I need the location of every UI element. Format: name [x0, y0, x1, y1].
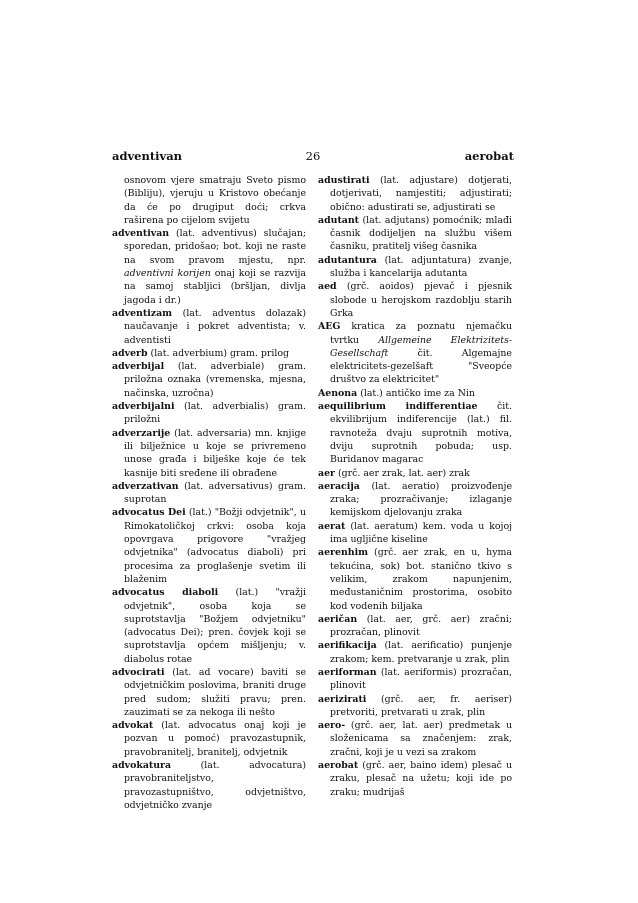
dictionary-entry — [112, 427, 306, 480]
dictionary-entry — [112, 307, 306, 347]
dictionary-entry — [318, 320, 512, 386]
headword: advokat — [112, 720, 154, 732]
dictionary-entry — [112, 347, 306, 360]
dictionary-entry — [318, 214, 512, 254]
headword: adverbijal — [112, 361, 165, 373]
definition: osnovom vjere smatraju Sveto pismo (Bibliju), vjeruju u Kristovo obećanje da će po drugiput doći; crkva raširena po cijelom svijetu — [124, 175, 306, 226]
headword: Aenona — [318, 387, 358, 399]
headword: aeričan — [318, 613, 358, 625]
dictionary-entry — [318, 666, 512, 693]
headword: advocatus diaboli — [112, 587, 219, 599]
dictionary-entry — [112, 480, 306, 507]
definition: (lat. advocatura) pravobraniteljstvo, pravozastupništvo, odvjetništvo, odvjetničko zvanje — [124, 760, 306, 811]
headword: aer — [318, 467, 335, 479]
definition: (lat. adjutans) pomoćnik; mlađi časnik dodijeljen na službu višem časniku, pratitelj višeg časnika — [330, 214, 512, 253]
headword: aerat — [318, 520, 346, 532]
definition: (grč. aer zrak, lat. aer) zrak — [337, 467, 470, 479]
headword: adustirati — [318, 175, 370, 186]
definition: (lat. adverbiale) gram. priložna oznaka (vremenska, mjesna, načinska, uzročna) — [124, 361, 307, 399]
definition: (lat.) antičko ime za Nin — [360, 387, 475, 399]
page-number: 26 — [305, 149, 321, 163]
header-first-entry: adventivan — [112, 149, 183, 163]
dictionary-entry — [112, 360, 306, 400]
definition-continued: čit. Algemajne elektricitets-gezelšaft "Sveopće društvo za elektricitet" — [330, 347, 512, 386]
dictionary-entry — [318, 467, 512, 480]
dictionary-entry — [318, 254, 512, 281]
right-column — [318, 174, 512, 799]
definition: (lat. aeratio) proizvođenje zraka; prozračivanje; izlaganje kemijskom djelovanju zraka — [330, 480, 513, 519]
headword: aerobat — [318, 760, 359, 772]
header-last-entry: aerobat — [464, 149, 514, 163]
headword: aequilibrium indifferentiae — [318, 401, 478, 413]
dictionary-entry — [112, 506, 306, 586]
dictionary-entry — [112, 400, 306, 427]
dictionary-entry — [318, 759, 512, 799]
dictionary-entry — [318, 387, 512, 400]
dictionary-entry — [318, 546, 512, 612]
dictionary-entry — [112, 719, 306, 759]
headword: adverbijalni — [112, 401, 175, 413]
definition-continued: onaj koji se razvija na samoj stabljici (bršljan, divlja jagoda i dr.) — [124, 268, 306, 306]
definition: (grč. aer zrak, en u, hyma tekućina, sok) bot. stanično tkivo s velikim, zrakom napunjenim, međustaničnim prostorima, osobito kod vodenih biljaka — [330, 547, 512, 612]
headword: AEG — [318, 321, 341, 333]
definition: kratica za poznatu njemačku tvrtku — [330, 321, 512, 346]
left-column — [112, 174, 306, 812]
headword: adutantura — [318, 254, 377, 266]
headword: adutant — [318, 214, 359, 226]
dictionary-entry — [318, 400, 512, 466]
dictionary-entry — [318, 639, 512, 666]
definition: čit. ekvilibrijum indiferencije (lat.) fil. ravnoteža dvaju suprotnih motiva, dviju suprotnih pobuda; usp. Buridanov magarac — [330, 401, 512, 466]
dictionary-entry — [318, 520, 512, 547]
headword: aero- — [318, 720, 346, 732]
definition: (lat. adventus dolazak) naučavanje i pokret adventista; v. adventisti — [124, 307, 306, 346]
definition: (lat. adverbialis) gram. priložni — [124, 401, 306, 426]
headword: aed — [318, 281, 337, 293]
headword: adventizam — [112, 307, 173, 319]
definition: (lat. aer, grč. aer) zračni; prozračan, plinovit — [330, 613, 512, 639]
definition: (lat. adventivus) slučajan; sporedan, pridošao; bot. koji ne raste na svom pravom mjestu, npr. — [124, 228, 307, 266]
definition: (lat. adjuntatura) zvanje, služba i kancelarija adutanta — [330, 254, 513, 280]
definition: (grč. aoidos) pjevač i pjesnik slobode u herojskom razdoblju starih Grka — [330, 281, 512, 319]
definition: (lat.) "vražji odvjetnik", osoba koja se suprotstavlja "Božjem odvjetniku" (advocatus Dei); pren. čovjek koji se suprotstavlja općem mišljenju; v. diabolus rotae — [124, 587, 306, 665]
definition: (lat. ad vocare) baviti se odvjetničkim poslovima, braniti druge pred sudom; služiti pravu; pren. zauzimati se za nekoga ili nešto — [124, 666, 306, 718]
headword: adverb — [112, 347, 148, 359]
italic-term: adventivni korijen — [124, 268, 211, 280]
headword: aerizirati — [318, 693, 367, 705]
headword: advocatus Dei — [112, 507, 186, 519]
dictionary-entry — [112, 586, 306, 666]
definition: (lat. aeriformis) prozračan, plinovit — [330, 666, 512, 692]
italic-term: Allgemeine Elektrizitets-Gesellschaft — [330, 334, 513, 359]
definition: (lat. adjustare) dotjerati, dotjerivati, namjestiti; adjustirati; obično: adustirati se, adjustirati se — [330, 175, 512, 213]
definition: (lat. adverbium) gram. prilog — [150, 347, 290, 359]
definition: (lat. adversativus) gram. suprotan — [124, 480, 307, 506]
headword: adverzativan — [112, 480, 179, 492]
dictionary-entry — [112, 227, 306, 307]
headword: adverzarije — [112, 427, 171, 439]
dictionary-entry — [318, 480, 512, 520]
headword: aeracija — [318, 480, 360, 492]
headword: advokatura — [112, 760, 172, 772]
definition: (grč. aer, lat. aer) predmetak u složenicama sa značenjem: zrak, zračni, koji je u vezi sa zrakom — [330, 720, 512, 758]
dictionary-entry — [318, 693, 512, 720]
definition: (lat.) "Božji odvjetnik", u Rimokatoličkoj crkvi: osoba koja opovrgava prigovore "vražjeg odvjetnika" (advocatus diaboli) pri procesima za proglašenje svetim ili blaženim — [124, 507, 306, 585]
headword: adventivan — [112, 228, 170, 240]
dictionary-entry — [318, 280, 512, 320]
dictionary-entry — [112, 759, 306, 812]
dictionary-entry — [112, 174, 306, 227]
definition: (lat. aerificatio) punjenje zrakom; kem. pretvaranje u zrak, plin — [330, 640, 512, 665]
headword: aeriforman — [318, 666, 377, 678]
definition: (lat. aeratum) kem. voda u kojoj ima ugljične kiseline — [330, 520, 512, 546]
running-header — [112, 148, 514, 164]
definition: (lat. advocatus onaj koji je pozvan u pomoć) pravozastupnik, pravobranitelj, branitelj, odvjetnik — [124, 720, 306, 758]
definition: (lat. adversaria) mn. knjige ili bilježnice u koje se privremeno unose građa i bilješke koje će tek kasnije biti sređene ili obrađene — [124, 427, 306, 479]
headword: advocirati — [112, 666, 165, 678]
dictionary-entry — [318, 174, 512, 214]
dictionary-entry — [112, 666, 306, 719]
dictionary-entry — [318, 719, 512, 759]
definition: (grč. aer, fr. aeriser) pretvoriti, pretvarati u zrak, plin — [330, 693, 512, 718]
headword: aerenhim — [318, 547, 369, 559]
dictionary-entry — [318, 613, 512, 640]
headword: aerifikacija — [318, 640, 377, 652]
definition: (grč. aer, baino idem) plesač u zraku, plesač na užetu; koji ide po zraku; mudrijaš — [330, 760, 512, 798]
